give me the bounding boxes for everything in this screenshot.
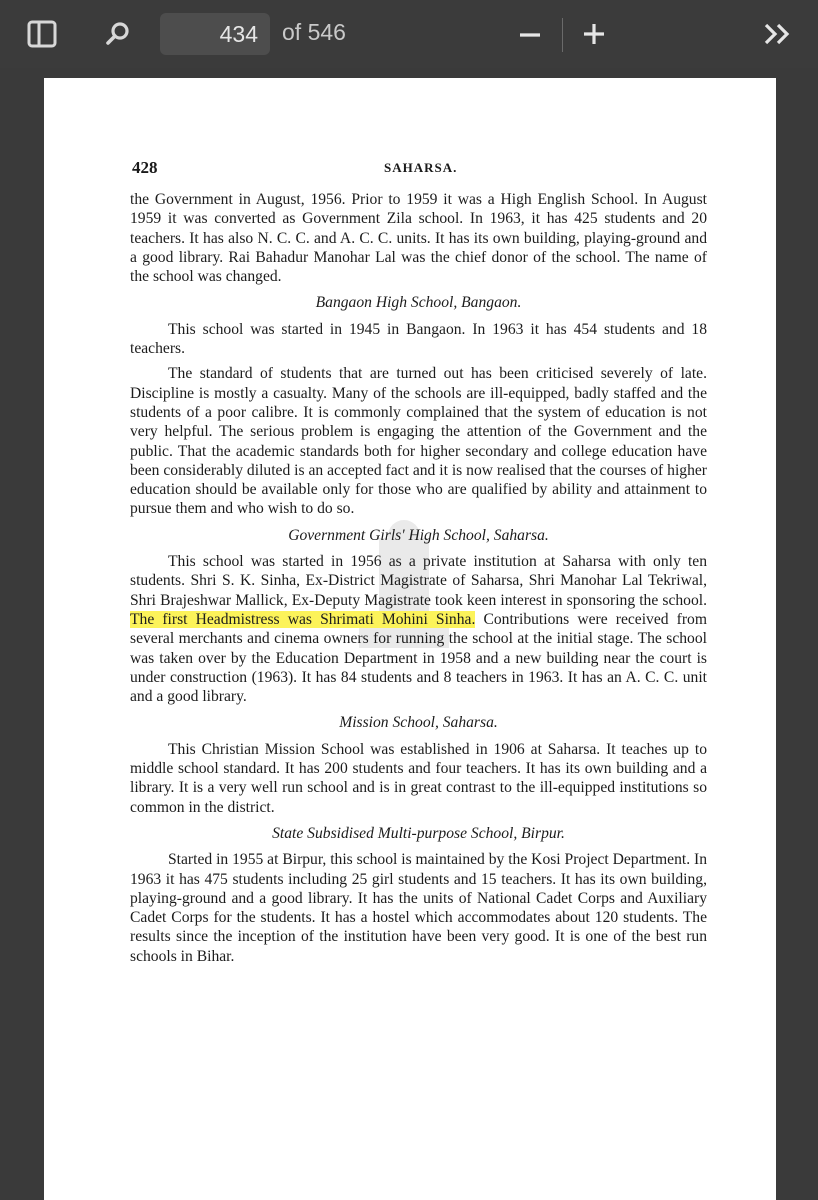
minus-icon xyxy=(517,21,543,47)
paragraph-4 xyxy=(130,552,707,706)
running-head: SAHARSA. xyxy=(384,160,458,175)
page-number-input[interactable]: 434 xyxy=(160,13,270,55)
highlighted-text[interactable]: The first Headmistress was Shrimati Mohini Sinha. xyxy=(130,610,476,628)
page-number: 428 xyxy=(132,158,158,177)
page-count-label: of 546 xyxy=(282,19,346,45)
paragraph-1: the Government in August, 1956. Prior to 1959 it was a High English School. In August 1959 it was converted as Government Zila school. In 1963, it has 425 students and 20 teachers. It has also N. C. C. and A. C. C. units. It has its own building, playing-ground and a good library. Rai Bahadur Manohar Lal was the chief donor of the school. The name of the school was changed. xyxy=(130,191,707,286)
search-button[interactable] xyxy=(98,14,138,54)
search-icon xyxy=(105,21,131,47)
paragraph-4-text: This school was started in 1956 as a private institution at Saharsa with only ten students. Shri S. K. Sinha, Ex-District Magistrate of Saharsa, Shri Manohar Lal Tekriwal, Shri Brajeshwar Mallick, Ex-Deputy Magistrate took keen interest in sponsoring the school. xyxy=(130,553,707,609)
paragraph-6: Started in 1955 at Birpur, this school is maintained by the Kosi Project Department. In 1963 it has 475 students including 25 girl students and 15 teachers. It has its own building, playing-ground and a good library. It has the units of National Cadet Corps and Auxiliary Cadet Corps for the students. It has a hostel which accommodates about 120 students. The results since the inception of the institution have been very good. It is one of the best run schools in Bihar. xyxy=(130,851,707,965)
paragraph-4-text-continued: Contributions were received from several merchants and cinema owners for running the school at the initial stage. The school was taken over by the Education Department in 1958 and a new building near the court is under construction (1963). It has 84 students and 8 teachers in 1963. It has an A. C. C. unit and a good library. xyxy=(130,610,707,706)
document-page xyxy=(44,78,776,1200)
paragraph-2: This school was started in 1945 in Bangaon. In 1963 it has 454 students and 18 teachers. xyxy=(130,320,707,358)
section-heading-birpur: State Subsidised Multi-purpose School, Birpur. xyxy=(272,824,565,842)
zoom-in-button[interactable] xyxy=(574,14,614,54)
toolbar-divider xyxy=(562,18,563,52)
paragraph-5: This Christian Mission School was established in 1906 at Saharsa. It teaches up to middle school standard. It has 200 students and four teachers. It has its own building and a library. It is a very well run school and is in great contrast to the ill-equipped institutions so common in the district. xyxy=(130,740,707,816)
sidebar-icon xyxy=(27,19,57,49)
section-heading-mission-school: Mission School, Saharsa. xyxy=(339,714,498,732)
more-tools-button[interactable] xyxy=(758,14,798,54)
section-heading-bangaon: Bangaon High School, Bangaon. xyxy=(315,294,522,312)
section-heading-girls-school: Government Girls' High School, Saharsa. xyxy=(288,526,549,544)
pdf-toolbar xyxy=(0,0,818,69)
paragraph-3: The standard of students that are turned out has been criticised severely of late. Discipline is mostly a casualty. Many of the schools are ill-equipped, badly staffed and the students of a poor calibre. It is commonly complained that the system of education is not very helpful. The serious problem is engaging the attention of the Government and the public. That the academic standards both for higher secondary and college education have been considerably diluted is an accepted fact and it is now realised that the courses of higher education should be available only for those who are qualified by ability and attainment to pursue them and who wish to do so. xyxy=(130,365,707,518)
document-viewer[interactable] xyxy=(0,68,818,1200)
sidebar-toggle-button[interactable] xyxy=(22,14,62,54)
zoom-out-button[interactable] xyxy=(510,14,550,54)
page-body xyxy=(130,190,707,966)
plus-icon xyxy=(581,21,607,47)
double-chevron-right-icon xyxy=(762,21,794,47)
